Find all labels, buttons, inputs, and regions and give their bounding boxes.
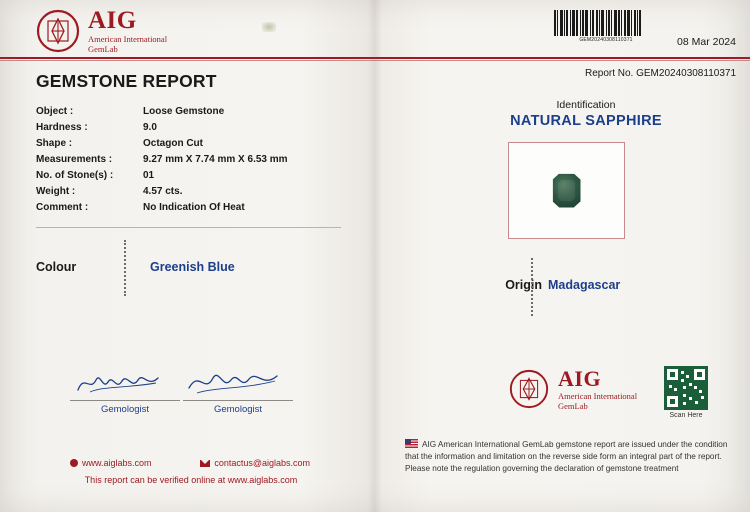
specification-table [36,103,341,215]
header-divider [0,57,750,59]
footer-brand-subtitle-1: American International [558,391,638,401]
aig-emblem-icon [508,368,550,410]
signature-rule [183,400,293,401]
signature-ink-icon [183,366,293,398]
signature-ink-icon [70,366,180,398]
table-row [36,119,341,135]
brand-name: AIG [88,7,137,34]
origin-dotted-divider [531,258,534,316]
footer-aig-logo [508,368,637,410]
report-number: Report No. GEM20240308110371 [584,68,736,79]
page-fold-shadow [368,0,382,512]
footer-brand-subtitle-2: GemLab [558,400,588,411]
colour-dotted-divider [124,240,127,296]
signature-block-1 [70,366,180,415]
origin-value: Madagascar [548,278,621,292]
brand-subtitle-2: GemLab [88,43,118,54]
paper-smudge [262,22,276,32]
signature-block-2 [183,366,293,415]
origin-label: Origin [505,278,542,292]
website-label: www.aiglabs.com [82,458,152,468]
us-flag-icon [405,439,418,448]
table-row [36,183,341,199]
aig-wordmark [88,8,167,53]
spec-value: Octagon Cut [143,137,203,149]
signature-caption: Gemologist [213,404,263,415]
spec-label: Comment : [36,201,89,213]
spec-label: No. of Stone(s) : [36,169,114,181]
email-label: contactus@aiglabs.com [214,458,310,468]
table-row [36,167,341,183]
barcode [554,10,658,43]
gemstone-image [553,174,581,208]
email-link[interactable] [200,458,310,468]
spec-value: Loose Gemstone [143,105,225,117]
section-divider [36,227,341,228]
spec-value: 01 [143,169,155,181]
document-header [0,0,750,58]
gemstone-photo-frame [508,142,625,239]
table-row [36,103,341,119]
verification-note: This report can be verified online at www.aiglabs.com [84,475,298,485]
identification-value: NATURAL SAPPHIRE [510,113,662,129]
qr-code-icon [664,366,708,410]
signature-caption: Gemologist [100,404,150,415]
footer-brand-name: AIG [558,366,602,391]
spec-label: Measurements : [36,153,113,165]
spec-value: 4.57 cts. [143,185,183,197]
footer-aig-wordmark [558,368,637,410]
spec-value: 9.27 mm X 7.74 mm X 6.53 mm [143,153,288,165]
spec-value: No Indication Of Heat [143,201,245,213]
spec-value: 9.0 [143,121,157,133]
issue-date: 08 Mar 2024 [677,36,736,48]
table-row [36,199,341,215]
disclaimer-body: AIG American International GemLab gemstone report are issued under the condition that the information and limitation on the reverse side form an integral part of the report. Please note the regulation governing the declaration of gemstone treatment [405,440,728,473]
barcode-number: GEM20240308110371 [579,37,633,43]
colour-label: Colour [36,260,77,274]
disclaimer-text [405,439,735,475]
footer-contact-links [70,458,310,468]
header-divider-thin [0,60,750,61]
brand-subtitle-1: American International [88,34,168,44]
spec-label: Hardness : [36,121,88,133]
page-title: GEMSTONE REPORT [36,71,217,91]
colour-value: Greenish Blue [150,260,235,274]
colour-section [36,240,346,296]
globe-icon [70,459,78,467]
mail-icon [200,460,210,467]
aig-logo [36,8,167,53]
identification-label: Identification [556,99,616,111]
qr-caption: Scan Here [669,412,703,419]
spec-label: Object : [36,105,74,117]
qr-code-block[interactable] [664,366,708,419]
signature-rule [70,400,180,401]
barcode-bars [554,10,658,36]
spec-label: Weight : [36,185,76,197]
table-row [36,135,341,151]
website-link[interactable] [70,458,152,468]
origin-section [430,258,742,316]
table-row [36,151,341,167]
aig-emblem-icon [36,9,80,53]
spec-label: Shape : [36,137,73,149]
